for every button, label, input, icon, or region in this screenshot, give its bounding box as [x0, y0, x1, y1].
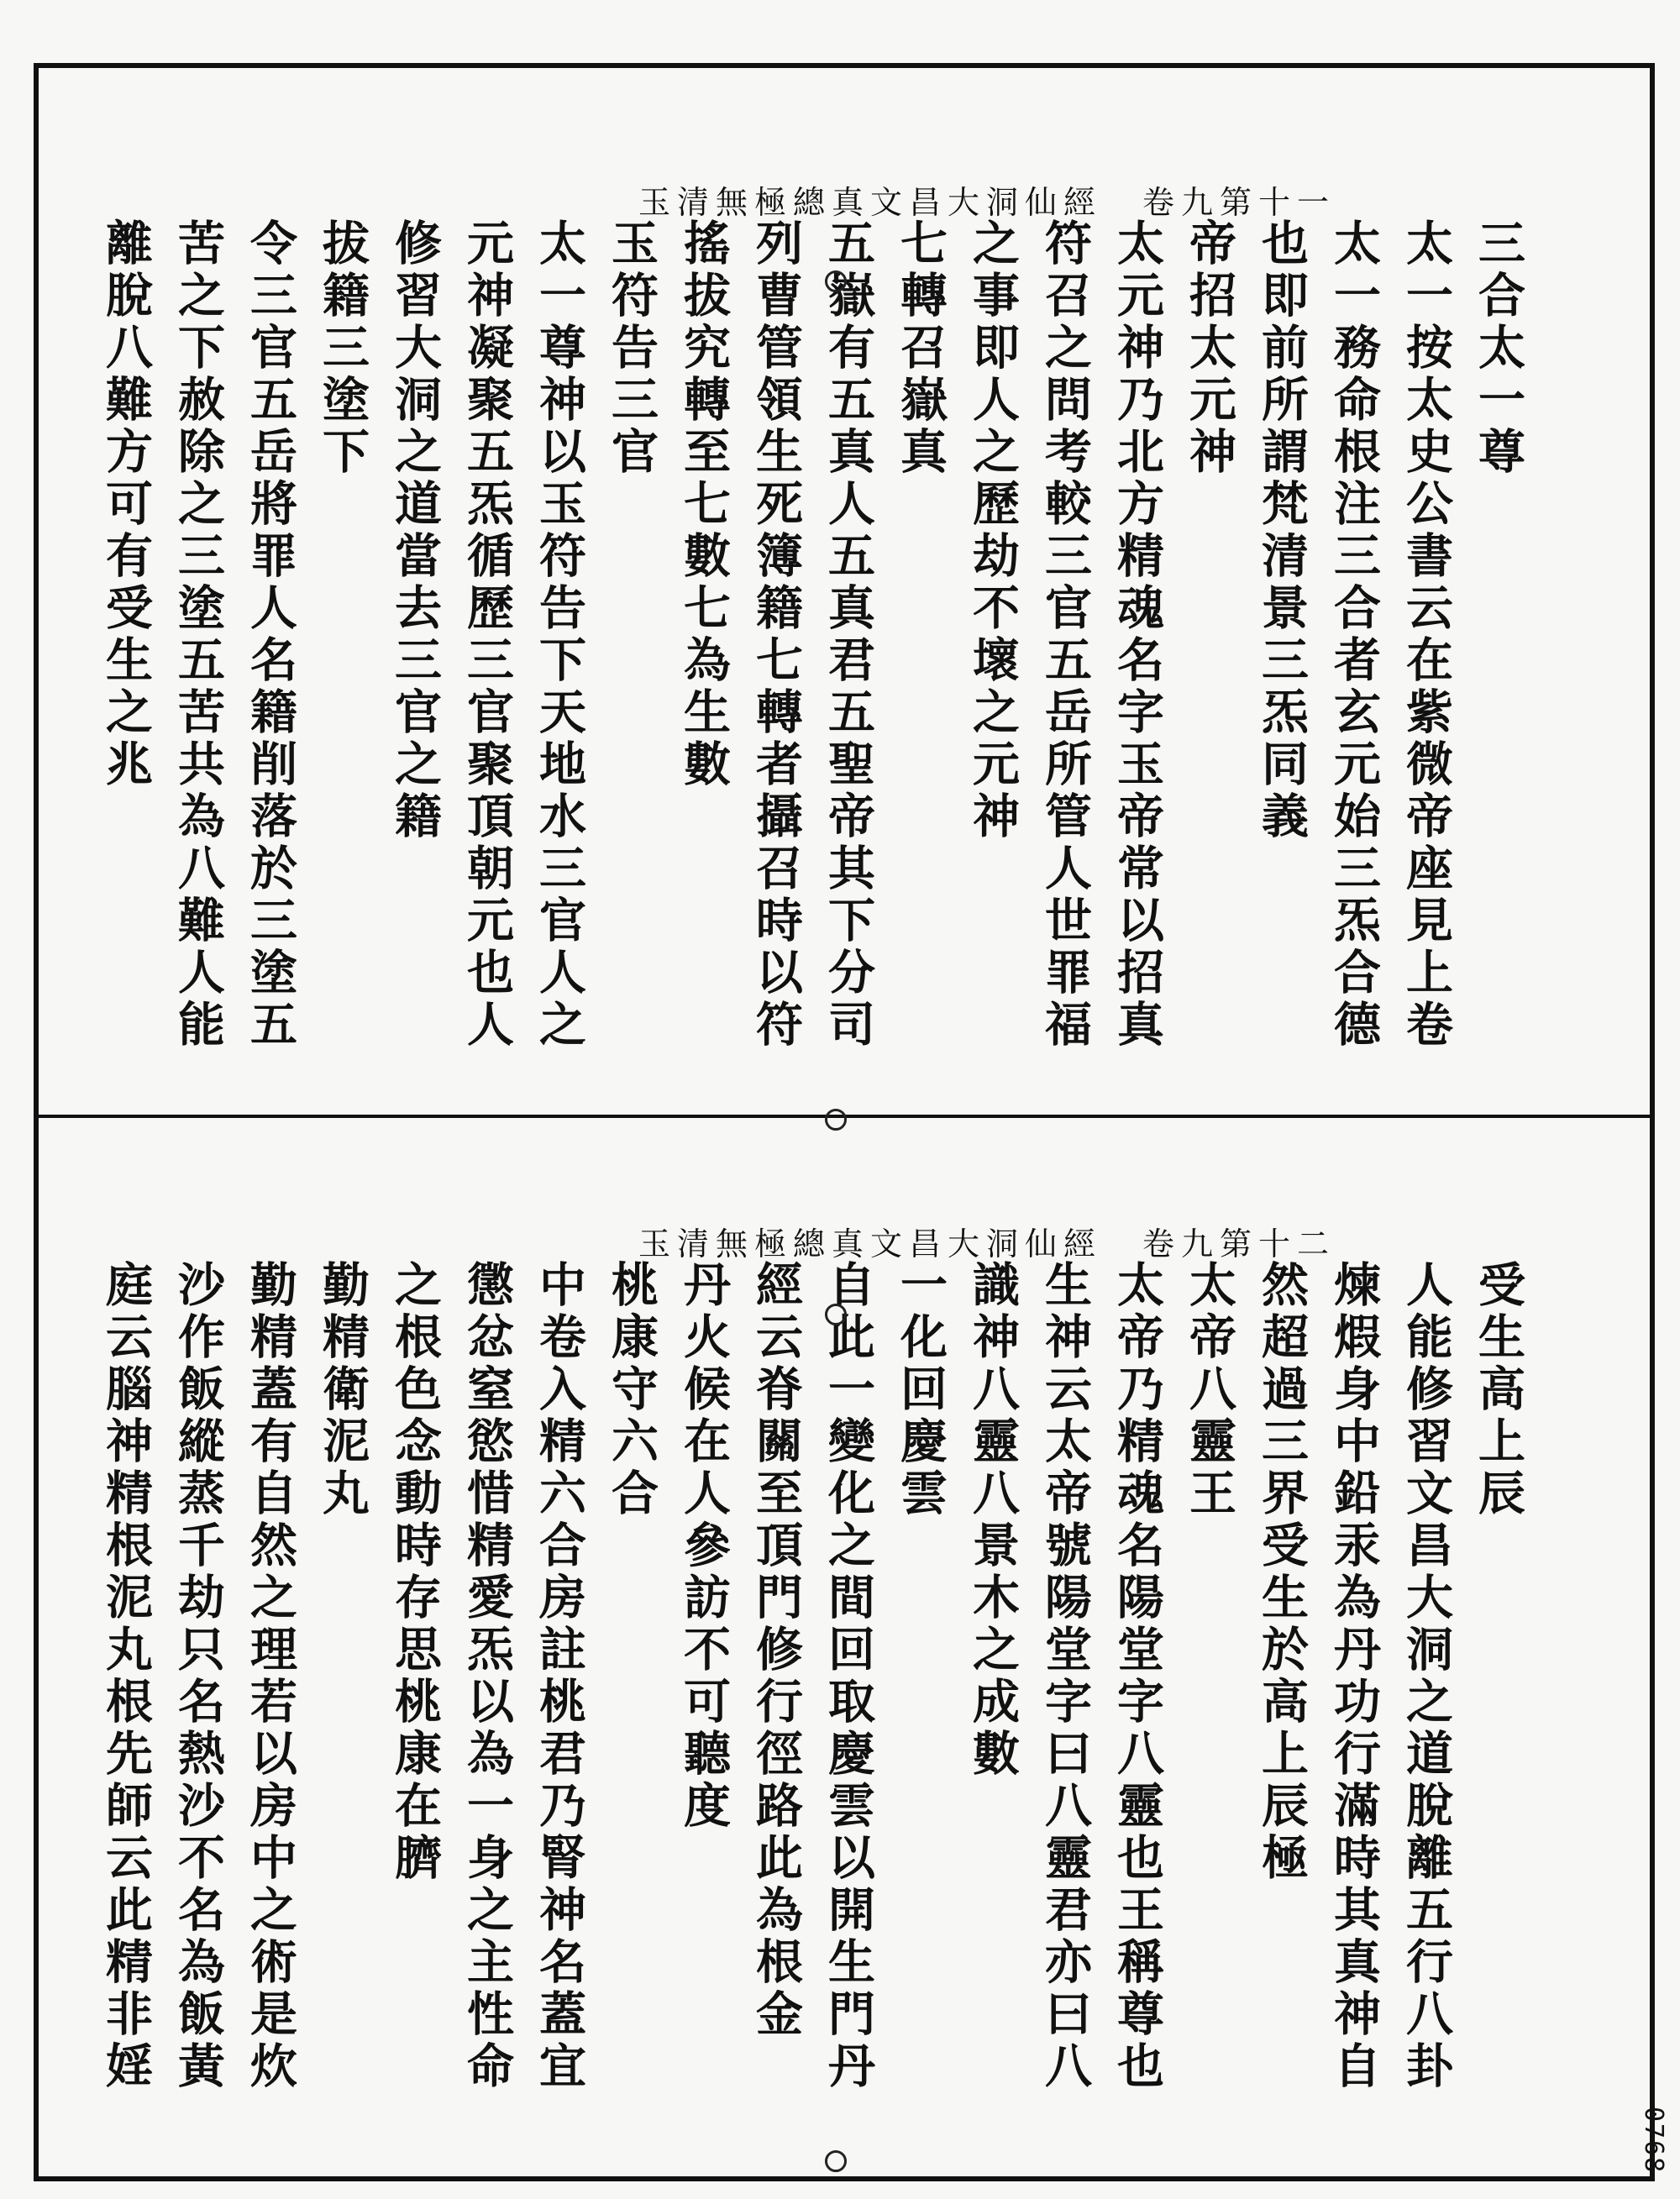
text-column: 拔籍三塗下 — [315, 218, 370, 479]
bottom-text-columns — [84, 1260, 1529, 2133]
text-column: 太一務命根注三合者玄元始三炁合德 — [1326, 218, 1382, 1052]
text-column: 一化回慶雲 — [893, 1260, 948, 1520]
text-column: 元神凝聚五炁循歷三官聚頂朝元也人 — [459, 218, 515, 1052]
top-text-columns — [84, 218, 1529, 1092]
text-column: 五嶽有五真人五真君五聖帝其下分司 — [821, 218, 876, 1052]
text-column: 生神云太帝號陽堂字曰八靈君亦曰八 — [1037, 1260, 1093, 2093]
text-column: 經云脊關至頂門修行徑路此為根金 — [748, 1260, 804, 2041]
bottom-header — [638, 1218, 1336, 1264]
text-column: 識神八靈八景木之成數 — [965, 1260, 1021, 1781]
text-column: 列曹管領生死簿籍七轉者攝召時以符 — [748, 218, 804, 1052]
text-column: 中卷入精六合房註桃君乃腎神名蓋宜 — [532, 1260, 587, 2093]
text-column: 自此一變化之間回取慶雲以開生門丹 — [821, 1260, 876, 2093]
section-circle-mark — [825, 1109, 847, 1131]
section-circle-mark — [825, 2150, 847, 2172]
bottom-header-volume: 卷九第十二 — [1142, 1225, 1336, 1262]
text-column: 人能修習文昌大洞之道脫離五行八卦 — [1399, 1260, 1454, 2093]
text-column: 之事即人之歷劫不壞之元神 — [965, 218, 1021, 843]
text-column: 七轉召嶽真 — [893, 218, 948, 479]
text-column: 三合太一尊 — [1471, 218, 1526, 479]
text-column: 桃康守六合 — [604, 1260, 659, 1520]
text-column: 苦之下赦除之三塗五苦共為八難人能 — [171, 218, 226, 1052]
text-column: 受生高上辰 — [1471, 1260, 1526, 1520]
section-circle-mark — [825, 270, 847, 292]
bottom-panel — [84, 1168, 1529, 2175]
text-column: 庭云腦神精根泥丸根先師云此精非婬 — [98, 1260, 154, 2093]
text-column: 之根色念動時存思桃康在臍 — [387, 1260, 443, 1885]
text-column: 符召之問考較三官五岳所管人世罪福 — [1037, 218, 1093, 1052]
text-column: 勤精衛泥丸 — [315, 1260, 370, 1520]
top-header-title: 玉清無極總真文昌大洞仙經 — [638, 184, 1102, 221]
text-column: 搖拔究轉至七數七為生數 — [676, 218, 732, 791]
text-column: 帝招太元神 — [1182, 218, 1237, 479]
text-column: 也即前所謂梵清景三炁同義 — [1254, 218, 1310, 843]
text-column: 太元神乃北方精魂名字玉帝常以招真 — [1110, 218, 1165, 1052]
text-column: 懲忿窒慾惜精愛炁以為一身之主性命 — [459, 1260, 515, 2093]
top-header-volume: 卷九第十一 — [1142, 184, 1336, 221]
text-column: 離脫八難方可有受生之兆 — [98, 218, 154, 791]
text-column: 太帝乃精魂名陽堂字八靈也王稱尊也 — [1110, 1260, 1165, 2093]
text-column: 太一尊神以玉符告下天地水三官人之 — [532, 218, 587, 1052]
section-circle-mark — [825, 1304, 847, 1325]
text-column: 玉符告三官 — [604, 218, 659, 479]
text-column: 修習大洞之道當去三官之籍 — [387, 218, 443, 843]
text-column: 煉煆身中鉛汞為丹功行滿時其真神自 — [1326, 1260, 1382, 2093]
text-column: 沙作飯縱蒸千劫只名熱沙不名為飯黃 — [171, 1260, 226, 2093]
bottom-header-title: 玉清無極總真文昌大洞仙經 — [638, 1225, 1102, 1262]
text-column: 勤精蓋有自然之理若以房中之術是炊 — [243, 1260, 298, 2093]
page-number: 0768 — [1639, 2106, 1668, 2174]
text-column: 太一按太史公書云在紫微帝座見上卷 — [1399, 218, 1454, 1052]
text-column: 然超過三界受生於高上辰極 — [1254, 1260, 1310, 1885]
text-column: 太帝八靈王 — [1182, 1260, 1237, 1520]
top-panel — [84, 126, 1529, 1100]
text-column: 丹火候在人參訪不可聽度 — [676, 1260, 732, 1833]
top-header — [638, 176, 1336, 223]
text-column: 令三官五岳將罪人名籍削落於三塗五 — [243, 218, 298, 1052]
